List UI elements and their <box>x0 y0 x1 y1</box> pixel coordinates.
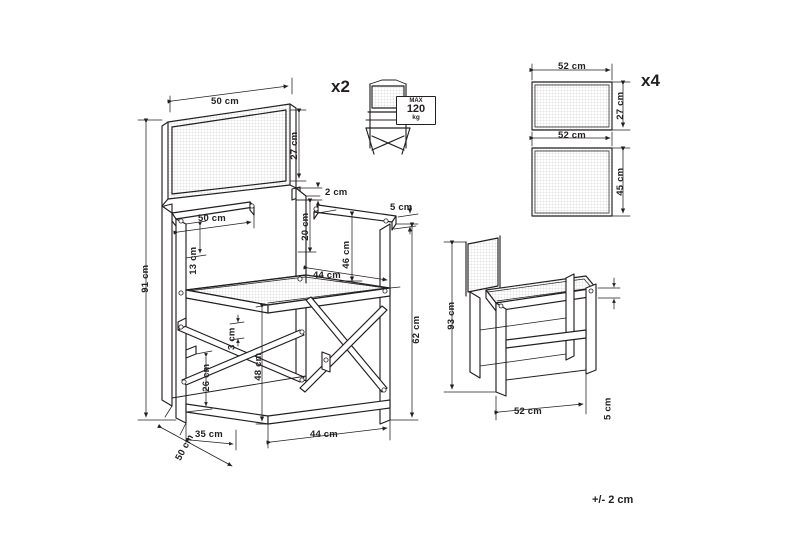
dim-seat-front-height: 48 cm <box>253 352 265 381</box>
chair-quantity-label: x2 <box>331 77 350 96</box>
dim-fabric1-height: 27 cm <box>615 91 627 120</box>
max-load-badge <box>396 96 436 125</box>
dim-base-width-inner: 35 cm <box>195 429 223 440</box>
dim-base-depth: 50 cm <box>173 432 197 463</box>
backrest-outline <box>162 104 296 206</box>
dim-fabric2-width: 52 cm <box>558 130 586 141</box>
fabric-panel-1 <box>532 82 612 130</box>
dim-armrest-thickness: 5 cm <box>390 202 413 213</box>
dim-arm-support-height: 13 cm <box>188 246 200 275</box>
dim-armrest-length: 50 cm <box>198 213 226 224</box>
cross-brace-left <box>178 325 304 385</box>
fabric-quantity-label: x4 <box>641 71 660 90</box>
dim-seat-depth-top: 44 cm <box>313 270 341 281</box>
dim-back-lower-height: 20 cm <box>300 212 312 241</box>
dim-arm-to-seat: 46 cm <box>341 240 353 269</box>
left-rear-leg <box>162 206 172 406</box>
dim-side-thickness: 5 cm <box>602 397 614 420</box>
dim-base-width-front: 44 cm <box>310 429 338 440</box>
dim-back-gap: 2 cm <box>325 187 348 198</box>
dim-total-height: 91 cm <box>140 264 152 293</box>
max-load-line3: kg <box>412 114 420 122</box>
dim-side-height: 93 cm <box>446 301 458 330</box>
dim-cross-gap: 3 cm <box>226 327 238 350</box>
dim-side-depth: 52 cm <box>514 406 542 417</box>
dim-fabric2-height: 45 cm <box>615 167 627 196</box>
side-chair-view <box>466 236 596 396</box>
front-foot-rail <box>186 400 390 424</box>
fabric-panel-2 <box>532 148 612 216</box>
dim-fabric1-width: 52 cm <box>558 61 586 72</box>
max-load-line2: 120 <box>406 103 426 116</box>
dim-leg-lower-height: 26 cm <box>201 363 213 392</box>
right-armrest <box>314 205 396 230</box>
dim-seat-height-side: 62 cm <box>411 315 423 344</box>
tolerance-note: +/- 2 cm <box>592 494 634 506</box>
max-load-line1: MAX <box>409 98 423 104</box>
dim-backrest-height: 27 cm <box>289 131 301 160</box>
right-front-leg <box>380 224 390 424</box>
dim-backrest-width: 50 cm <box>211 96 239 107</box>
cross-brace-right <box>300 297 387 392</box>
